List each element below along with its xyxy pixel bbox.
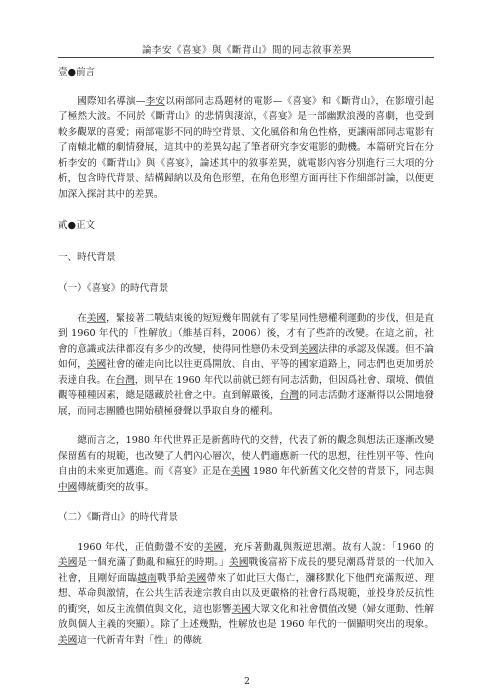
underlined-place: 美國	[58, 557, 78, 568]
paragraph-brokeback-1: 1960 年代，正值動盪不安的美國，充斥著動亂與叛逆思潮。故有人說：「1960 的美國是一個充滿了動亂和瘋狂的時期。」美國戰後富裕下成長的嬰兒潮爲背景的一代加入社會，且剛好面臨越南戰爭給美國帶來了如此巨大傷亡，瀰移默化下他們充滿叛逆、理想、革命與激情，在公共生活表達宗教自由以及更嚴格的社會行爲規範，並投身於反抗性的衝突，如反主流價值與文化，這也影響美國大眾文化和社會價值改變（婦女運動、性解放與個人主義的突顯）。除了上述幾點，性解放也是 1960 年代的一個顯明突出的現象。美國這一代新青年對「性」的傳統	[58, 541, 435, 646]
document-body	[58, 62, 434, 648]
paragraph-preface: 國際知名導演—李安以兩部同志爲題材的電影—《喜宴》和《斷背山》，在影壇引起了極然大波。不同於《斷背山》的悲情與淒涼，《喜宴》是一部幽默浪漫的喜劇，也受到較多觀眾的喜愛；兩部電影不同的時空背景、文化風俗和角色性格，更讓兩部同志電影有了南轅北轍的劇情發展，這其中的差異勾起了筆者研究李安電影的動機。本篇研究旨在分析李安的《斷背山》與《喜宴》，論述其中的敘事差異，就電影內容分別進行三大項的分析，包含時代背景、結構歸納以及角色形塑，在角色形塑方面再往下作細部討論，以便更加深入探討其中的差異。	[58, 95, 435, 200]
paragraph-banquet-1: 在美國，緊接著二戰結束後的短短幾年間就有了零星同性戀權利運動的步伐，但是直到 1960 年代的「性解放」（維基百科，2006）後，才有了些許的改變。在這之前，社會的意識或法律都沒有多少的改變，使得同性戀仍未受到美國法律的承認及保護。但不論如何，美國社會的確走向比以往更爲開放、自由、平等的國家道路上，同志們也更加勇於表達自我。在台灣，則早在 1960 年代以前就已經有同志活動，但因爲社會、環境、價值觀等種種因素，總是隱藏於社會之中。直到解嚴後，台灣的同志活動才逐漸得以公開地發展，而同志團體也開始積極發聲以爭取自身的權利。	[58, 312, 435, 417]
underlined-place: 中國	[58, 481, 78, 493]
underlined-place: 美國	[203, 541, 224, 553]
section-heading-main: 貳●正文	[58, 220, 96, 231]
underlined-name: 李安	[145, 95, 166, 107]
section-heading-preface: 壹●前言	[58, 67, 96, 78]
underlined-place: 美國	[230, 466, 250, 477]
underlined-place: 美國	[231, 603, 251, 615]
underlined-place: 美國	[229, 557, 249, 568]
underlined-place: 美國	[299, 343, 319, 355]
underlined-place: 美國	[86, 359, 107, 370]
page-number: 2	[244, 677, 250, 687]
header-rule	[58, 57, 434, 58]
running-header: 論李安《喜宴》與《斷背山》間的同志敘事差異	[141, 45, 352, 56]
subsection-heading-banquet: （一）《喜宴》的時代背景	[58, 283, 169, 294]
underlined-place: 台灣	[279, 390, 300, 401]
paragraph-banquet-2: 總而言之，1980 年代世界正是新舊時代的交替，代表了新的觀念與想法正逐漸改變保留舊有的規範，也改變了人們內心層次，使人們適應新一代的思想，往性別平等、性向自由的未來更加邁進。而《喜宴》正是在美國 1980 年代新舊文化交替的背景下，同志與中國傳統衝突的故事。	[58, 435, 435, 493]
underlined-place: 美國	[58, 634, 78, 646]
underlined-place: 越南	[137, 572, 158, 584]
underlined-place: 美國	[86, 312, 107, 324]
underlined-place: 美國	[186, 572, 207, 584]
subsection-heading-brokeback: （二）《斷背山》的時代背景	[58, 512, 178, 523]
underlined-place: 台灣	[115, 374, 135, 386]
subsection-heading-background: 一、時代背景	[58, 251, 116, 263]
